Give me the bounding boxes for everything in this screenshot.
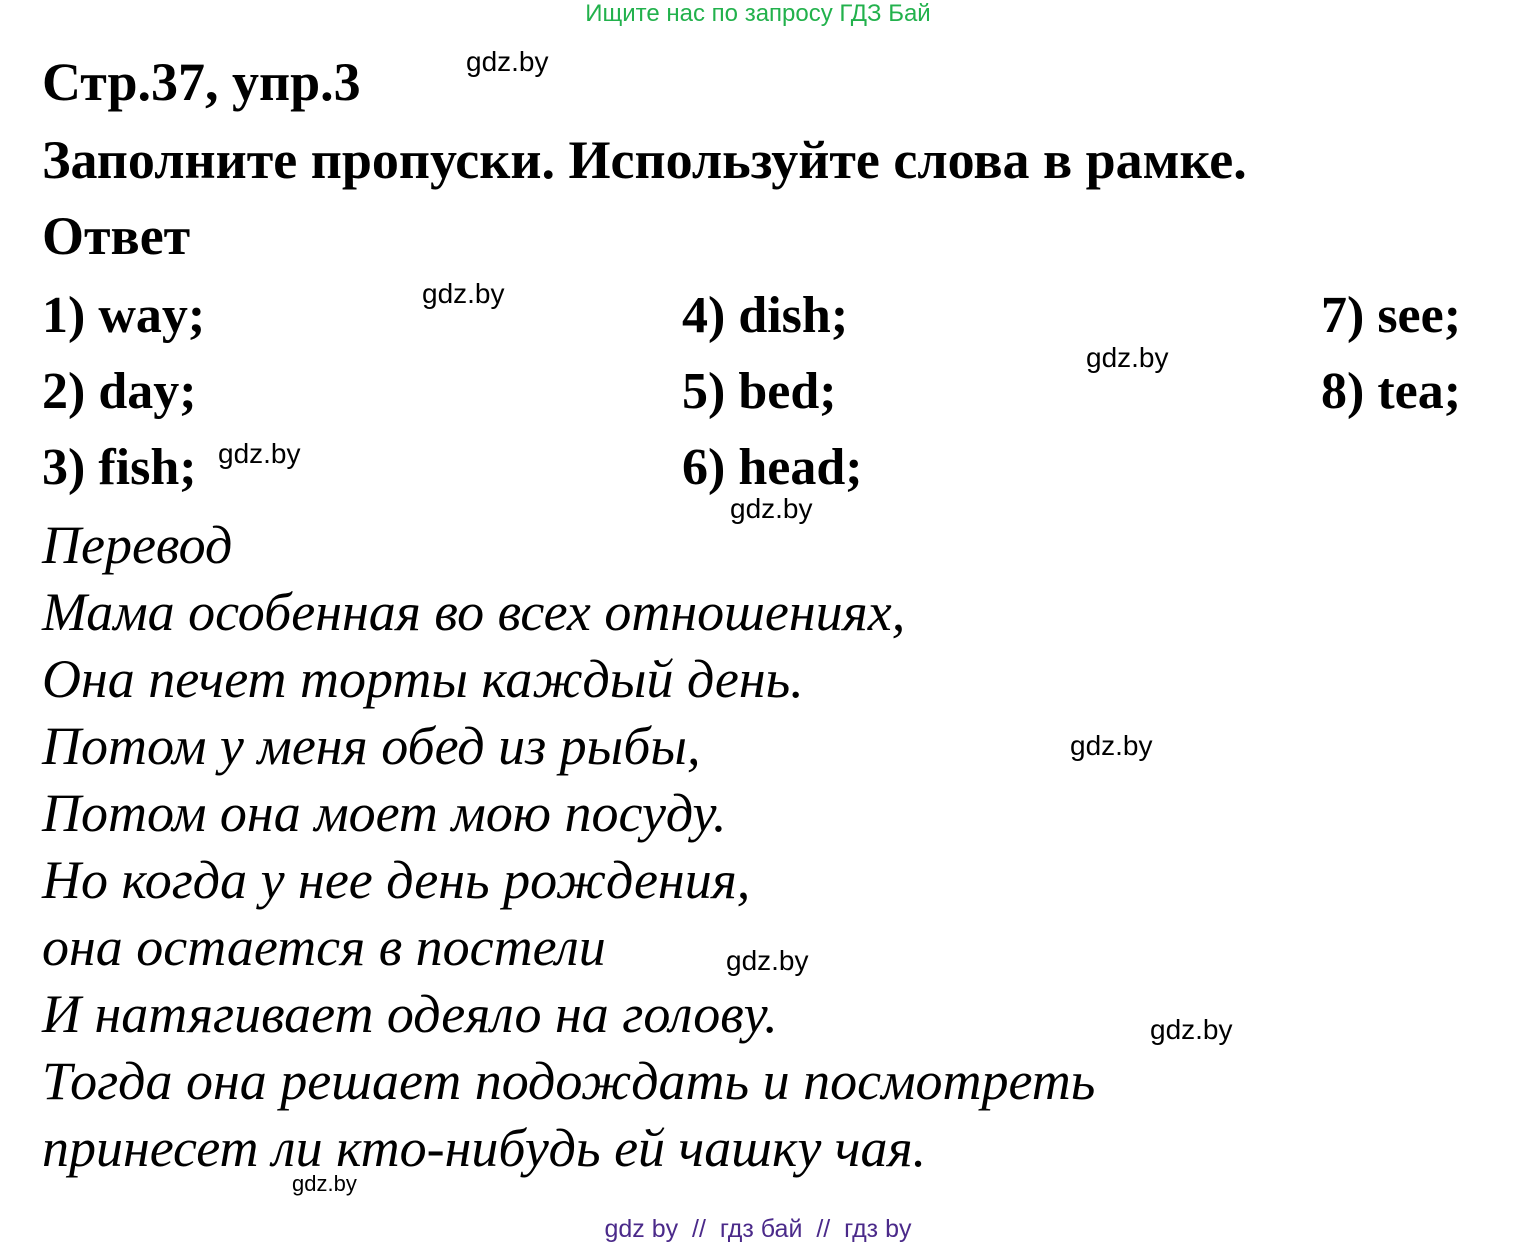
answer-item: 4) dish; — [682, 287, 849, 344]
answer-item: 2) day; — [42, 363, 197, 420]
translation-line: Но когда у нее день рождения, — [42, 850, 751, 910]
watermark: gdz.by — [292, 1171, 357, 1196]
answer-item: 3) fish; — [42, 439, 197, 496]
translation-line: Она печет торты каждый день. — [42, 649, 804, 709]
answer-item: 6) head; — [682, 439, 863, 496]
footer-links: gdz by // гдз бай // гдз by — [604, 1215, 912, 1243]
task-instruction: Заполните пропуски. Используйте слова в рамке. — [42, 130, 1247, 190]
answer-label: Ответ — [42, 206, 191, 266]
watermark: gdz.by — [1086, 342, 1169, 373]
translation-line: И натягивает одеяло на голову. — [42, 984, 778, 1044]
translation-line: Потом она моет мою посуду. — [42, 783, 727, 843]
watermark: gdz.by — [218, 438, 301, 469]
translation-line: Тогда она решает подождать и посмотреть — [42, 1051, 1096, 1111]
page-reference: Стр.37, упр.3 — [42, 52, 361, 112]
watermark: gdz.by — [726, 945, 809, 976]
answer-item: 8) tea; — [1321, 363, 1462, 420]
watermark: gdz.by — [730, 493, 813, 524]
translation-line: Мама особенная во всех отношениях, — [42, 582, 906, 642]
translation-line: она остается в постели — [42, 917, 606, 977]
watermark: gdz.by — [422, 278, 505, 309]
watermark: gdz.by — [1150, 1014, 1233, 1045]
translation-line: Потом у меня обед из рыбы, — [42, 716, 701, 776]
answer-item: 7) see; — [1321, 287, 1462, 344]
search-banner: Ищите нас по запросу ГДЗ Бай — [585, 0, 931, 27]
answer-item: 1) way; — [42, 287, 206, 344]
translation-title: Перевод — [42, 515, 233, 575]
translation-line: принесет ли кто-нибудь ей чашку чая. — [42, 1118, 927, 1178]
watermark: gdz.by — [466, 46, 549, 77]
watermark: gdz.by — [1070, 730, 1153, 761]
answer-item: 5) bed; — [682, 363, 837, 420]
